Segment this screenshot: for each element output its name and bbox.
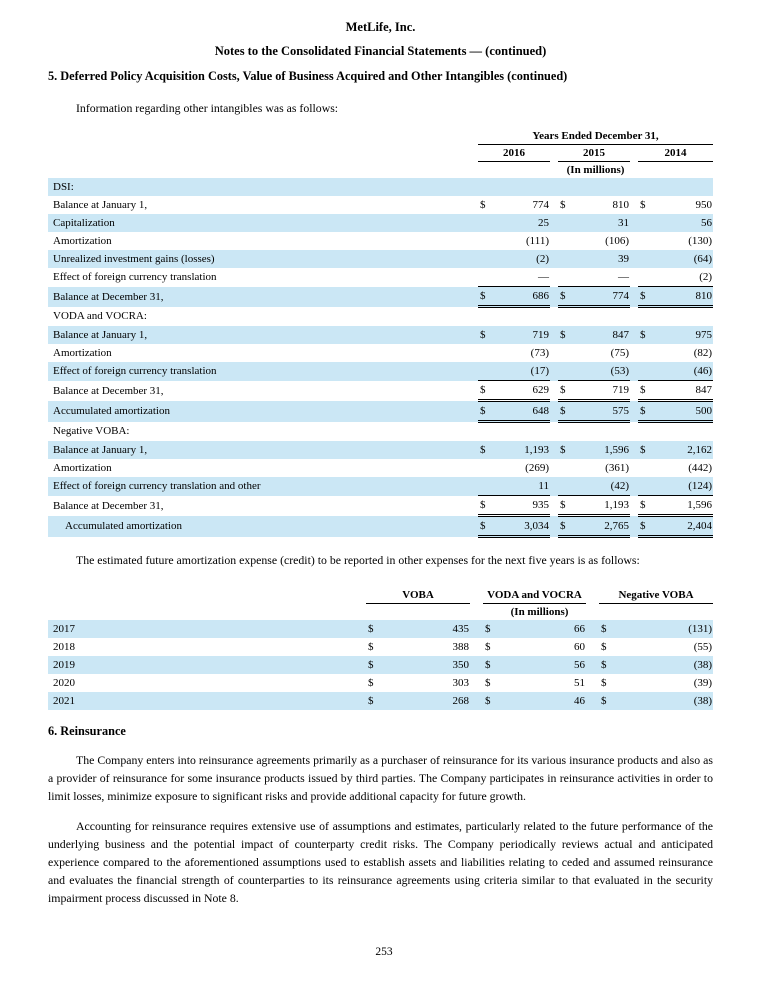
currency-symbol: $ bbox=[558, 516, 576, 537]
cell-value: 686 bbox=[496, 287, 550, 307]
currency-symbol bbox=[558, 268, 576, 287]
currency-symbol: $ bbox=[640, 199, 646, 211]
currency-symbol bbox=[558, 250, 576, 268]
cell-value: (42) bbox=[576, 477, 630, 496]
row-label: Effect of foreign currency translation bbox=[48, 362, 478, 381]
table2-units-row bbox=[48, 604, 713, 621]
table1-units-row bbox=[48, 162, 713, 179]
row-label: 2019 bbox=[48, 656, 366, 674]
column-gap bbox=[550, 401, 558, 422]
currency-symbol: $ bbox=[558, 496, 576, 516]
currency-symbol bbox=[638, 250, 656, 268]
cell-value: 719 bbox=[496, 326, 550, 344]
currency-symbol: $ bbox=[483, 620, 501, 638]
currency-symbol bbox=[558, 459, 576, 477]
currency-symbol: $ bbox=[478, 401, 496, 422]
currency-symbol bbox=[558, 477, 576, 496]
column-gap bbox=[630, 516, 638, 537]
cell-value: 46 bbox=[501, 692, 586, 710]
currency-symbol: $ bbox=[478, 441, 496, 459]
table-row bbox=[48, 344, 713, 362]
currency-symbol: $ bbox=[483, 656, 501, 674]
cell-value: — bbox=[538, 271, 549, 283]
currency-symbol bbox=[478, 214, 496, 232]
row-label: Balance at January 1, bbox=[53, 199, 148, 211]
currency-symbol: $ bbox=[599, 620, 617, 638]
currency-symbol: $ bbox=[558, 287, 576, 307]
currency-symbol bbox=[638, 344, 656, 362]
table2-column-header-row bbox=[48, 587, 713, 604]
table-row bbox=[48, 459, 713, 477]
currency-symbol bbox=[478, 422, 496, 442]
currency-symbol bbox=[558, 232, 576, 250]
company-title: MetLife, Inc. bbox=[345, 20, 416, 34]
cell-value bbox=[576, 307, 630, 327]
cell-value: 810 bbox=[656, 287, 713, 307]
cell-value: 31 bbox=[576, 214, 630, 232]
voda-vocra-column-header: VODA and VOCRA bbox=[483, 587, 586, 604]
cell-value: 3,034 bbox=[496, 516, 550, 537]
row-label: Amortization bbox=[53, 462, 112, 474]
currency-symbol bbox=[638, 214, 656, 232]
currency-symbol bbox=[638, 422, 656, 442]
row-label: Balance at January 1, bbox=[48, 326, 478, 344]
column-gap bbox=[586, 692, 599, 710]
currency-symbol: $ bbox=[478, 516, 496, 537]
cell-value: 11 bbox=[496, 477, 550, 496]
column-gap bbox=[470, 674, 483, 692]
column-gap bbox=[470, 587, 483, 604]
table-row bbox=[48, 401, 713, 422]
currency-symbol bbox=[478, 477, 496, 496]
cell-value: 648 bbox=[496, 401, 550, 422]
column-gap bbox=[470, 692, 483, 710]
column-gap bbox=[550, 496, 558, 516]
cell-value bbox=[496, 178, 550, 196]
page-number: 253 bbox=[375, 946, 393, 958]
cell-value: 39 bbox=[576, 250, 630, 268]
table2-header bbox=[48, 587, 713, 620]
column-gap bbox=[550, 422, 558, 442]
cell-value: (38) bbox=[617, 656, 713, 674]
cell-value: (269) bbox=[525, 462, 549, 474]
cell-value: (46) bbox=[656, 362, 713, 381]
row-label: VODA and VOCRA: bbox=[53, 310, 147, 323]
column-gap bbox=[630, 344, 638, 362]
column-gap bbox=[586, 656, 599, 674]
row-label: Amortization bbox=[53, 235, 112, 247]
currency-symbol: $ bbox=[483, 692, 501, 710]
cell-value: (64) bbox=[656, 250, 713, 268]
currency-symbol bbox=[478, 250, 496, 268]
row-label: Balance at January 1, bbox=[48, 441, 478, 459]
currency-symbol bbox=[478, 344, 496, 362]
cell-value: 975 bbox=[656, 326, 713, 344]
column-gap bbox=[550, 145, 558, 162]
column-gap bbox=[630, 268, 638, 287]
column-gap bbox=[470, 656, 483, 674]
table-row bbox=[48, 362, 713, 381]
currency-symbol: $ bbox=[366, 620, 384, 638]
column-gap bbox=[550, 381, 558, 401]
reinsurance-paragraph-1: The Company enters into reinsurance agreements primarily as a purchaser of reinsurance for its various insurance products and also as a provider of reinsurance for some insurance products issued by third parties. The Company participates in reinsurance activities in order to limit losses, minimize exposure to significant risks and provide additional capacity for future growth. bbox=[48, 753, 713, 803]
currency-symbol: $ bbox=[599, 692, 617, 710]
empty-cell bbox=[48, 587, 366, 604]
column-gap bbox=[586, 620, 599, 638]
section-5-heading: 5. Deferred Policy Acquisition Costs, Value of Business Acquired and Other Intangibles (continued) bbox=[48, 69, 568, 83]
table-row bbox=[48, 250, 713, 268]
column-gap bbox=[630, 422, 638, 442]
column-gap bbox=[630, 178, 638, 196]
units-label: (In millions) bbox=[510, 606, 569, 618]
currency-symbol bbox=[478, 232, 496, 250]
column-gap bbox=[550, 516, 558, 537]
row-label: 2020 bbox=[53, 677, 75, 689]
table1-year-row bbox=[48, 145, 713, 162]
cell-value: (75) bbox=[610, 347, 629, 359]
row-label: 2021 bbox=[48, 692, 366, 710]
table-row bbox=[48, 381, 713, 401]
cell-value: 66 bbox=[501, 620, 586, 638]
currency-symbol bbox=[558, 178, 576, 196]
column-gap bbox=[550, 326, 558, 344]
table-row bbox=[48, 178, 713, 196]
row-label: Negative VOBA: bbox=[53, 425, 130, 438]
column-gap bbox=[630, 307, 638, 327]
row-label: Accumulated amortization bbox=[48, 401, 478, 422]
column-gap bbox=[550, 344, 558, 362]
empty-cell bbox=[48, 604, 366, 621]
cell-value: (73) bbox=[530, 347, 549, 359]
currency-symbol bbox=[638, 362, 656, 381]
cell-value: 1,596 bbox=[576, 441, 630, 459]
table-row bbox=[48, 422, 713, 442]
row-label: Balance at December 31, bbox=[48, 287, 478, 307]
table1-header bbox=[48, 128, 713, 178]
currency-symbol bbox=[558, 362, 576, 381]
currency-symbol: $ bbox=[558, 401, 576, 422]
column-gap bbox=[630, 145, 638, 162]
currency-symbol: $ bbox=[638, 516, 656, 537]
cell-value: 1,193 bbox=[576, 496, 630, 516]
cell-value: (131) bbox=[617, 620, 713, 638]
column-gap bbox=[550, 477, 558, 496]
cell-value: 388 bbox=[452, 641, 469, 653]
cell-value: 774 bbox=[532, 199, 549, 211]
currency-symbol: $ bbox=[558, 381, 576, 401]
column-gap bbox=[630, 250, 638, 268]
currency-symbol: $ bbox=[478, 287, 496, 307]
column-gap bbox=[630, 287, 638, 307]
currency-symbol: $ bbox=[601, 641, 607, 653]
column-gap bbox=[550, 459, 558, 477]
cell-value: (17) bbox=[496, 362, 550, 381]
row-label: Effect of foreign currency translation bbox=[53, 271, 217, 284]
currency-symbol: $ bbox=[368, 641, 374, 653]
table-row bbox=[48, 196, 713, 214]
cell-value: (442) bbox=[688, 462, 713, 474]
voba-column-header: VOBA bbox=[366, 587, 470, 604]
currency-symbol bbox=[638, 232, 656, 250]
table2-body bbox=[48, 620, 713, 710]
row-label: Effect of foreign currency translation and other bbox=[48, 477, 478, 496]
column-gap bbox=[630, 441, 638, 459]
column-gap bbox=[550, 178, 558, 196]
cell-value: 303 bbox=[452, 677, 469, 689]
row-label: 2017 bbox=[48, 620, 366, 638]
currency-symbol bbox=[638, 178, 656, 196]
table1-span-header-row bbox=[48, 128, 713, 145]
column-gap bbox=[630, 196, 638, 214]
currency-symbol: $ bbox=[638, 326, 656, 344]
currency-symbol: $ bbox=[368, 677, 374, 689]
column-gap bbox=[550, 214, 558, 232]
column-gap bbox=[630, 477, 638, 496]
currency-symbol: $ bbox=[560, 199, 566, 211]
cell-value: (111) bbox=[525, 235, 549, 247]
cell-value bbox=[496, 307, 550, 327]
table-row bbox=[48, 656, 713, 674]
currency-symbol bbox=[478, 268, 496, 287]
column-gap bbox=[630, 326, 638, 344]
currency-symbol: $ bbox=[638, 441, 656, 459]
cell-value: 810 bbox=[612, 199, 629, 211]
cell-value: (38) bbox=[617, 692, 713, 710]
other-intangibles-table bbox=[48, 128, 713, 538]
currency-symbol bbox=[558, 422, 576, 442]
cell-value: 774 bbox=[576, 287, 630, 307]
cell-value: 2,162 bbox=[656, 441, 713, 459]
cell-value bbox=[496, 422, 550, 442]
table-row bbox=[48, 638, 713, 656]
cell-value: 350 bbox=[384, 656, 470, 674]
currency-symbol: $ bbox=[485, 677, 491, 689]
table-row bbox=[48, 674, 713, 692]
cell-value: 2,765 bbox=[576, 516, 630, 537]
row-label: Unrealized investment gains (losses) bbox=[48, 250, 478, 268]
cell-value: (361) bbox=[605, 462, 629, 474]
cell-value bbox=[576, 422, 630, 442]
row-label: 2018 bbox=[53, 641, 75, 653]
table2-intro-text: The estimated future amortization expense (credit) to be reported in other expenses for the next five years is as follows: bbox=[76, 553, 640, 567]
currency-symbol bbox=[478, 307, 496, 327]
reinsurance-paragraph-2: Accounting for reinsurance requires extensive use of assumptions and estimates, particularly related to the future performance of the underlying business and the potential impact of counterparty credit risks. The Company periodically reviews actual and anticipated experience compared to the aforementioned assumptions used to establish assets and liabilities relating to ceded and assumed reinsurance and evaluates the financial strength of counterparties to its reinsurance agreements using criteria similar to that evaluated in the security impairment process discussed in Note 8. bbox=[48, 819, 713, 905]
column-gap bbox=[550, 268, 558, 287]
cell-value bbox=[656, 178, 713, 196]
cell-value: (2) bbox=[699, 271, 713, 283]
cell-value: 56 bbox=[501, 656, 586, 674]
table-row bbox=[48, 692, 713, 710]
cell-value: (124) bbox=[656, 477, 713, 496]
table-row bbox=[48, 620, 713, 638]
column-gap bbox=[550, 362, 558, 381]
cell-value: 435 bbox=[384, 620, 470, 638]
document-subtitle: Notes to the Consolidated Financial Statements — (continued) bbox=[214, 44, 547, 58]
cell-value: 60 bbox=[574, 641, 585, 653]
future-amortization-table bbox=[48, 587, 713, 710]
column-gap bbox=[630, 362, 638, 381]
cell-value: 2,404 bbox=[656, 516, 713, 537]
cell-value: — bbox=[618, 271, 629, 283]
row-label: DSI: bbox=[48, 178, 478, 196]
currency-symbol bbox=[478, 459, 496, 477]
table-row bbox=[48, 214, 713, 232]
table-row bbox=[48, 516, 713, 537]
column-gap bbox=[470, 620, 483, 638]
cell-value bbox=[656, 422, 713, 442]
cell-value: 1,193 bbox=[496, 441, 550, 459]
currency-symbol: $ bbox=[480, 199, 486, 211]
currency-symbol bbox=[478, 178, 496, 196]
cell-value bbox=[576, 178, 630, 196]
currency-symbol bbox=[638, 477, 656, 496]
cell-value: 500 bbox=[656, 401, 713, 422]
currency-symbol: $ bbox=[478, 496, 496, 516]
cell-value: 847 bbox=[656, 381, 713, 401]
currency-symbol bbox=[558, 344, 576, 362]
cell-value: 51 bbox=[574, 677, 585, 689]
column-gap bbox=[586, 587, 599, 604]
column-gap bbox=[550, 250, 558, 268]
section-6-heading: 6. Reinsurance bbox=[48, 724, 126, 738]
currency-symbol bbox=[638, 268, 656, 287]
cell-value: 25 bbox=[496, 214, 550, 232]
currency-symbol: $ bbox=[366, 692, 384, 710]
row-label: Balance at December 31, bbox=[53, 499, 164, 512]
column-gap bbox=[550, 307, 558, 327]
cell-value: (39) bbox=[693, 677, 713, 689]
empty-cell bbox=[48, 128, 478, 145]
table-row bbox=[48, 307, 713, 327]
year-column-header: 2014 bbox=[638, 145, 713, 162]
column-gap bbox=[586, 674, 599, 692]
cell-value: (106) bbox=[605, 235, 629, 247]
column-gap bbox=[550, 232, 558, 250]
cell-value: (55) bbox=[693, 641, 713, 653]
cell-value: 935 bbox=[496, 496, 550, 516]
currency-symbol bbox=[638, 307, 656, 327]
table1-body bbox=[48, 178, 713, 537]
cell-value: 847 bbox=[576, 326, 630, 344]
table-row bbox=[48, 441, 713, 459]
currency-symbol: $ bbox=[638, 287, 656, 307]
column-gap bbox=[630, 232, 638, 250]
currency-symbol bbox=[558, 214, 576, 232]
year-column-header: 2015 bbox=[558, 145, 630, 162]
currency-symbol bbox=[558, 307, 576, 327]
table-row bbox=[48, 477, 713, 496]
currency-symbol: $ bbox=[599, 656, 617, 674]
table-row bbox=[48, 268, 713, 287]
currency-symbol: $ bbox=[366, 656, 384, 674]
cell-value: 268 bbox=[384, 692, 470, 710]
column-gap bbox=[630, 214, 638, 232]
cell-value: (53) bbox=[576, 362, 630, 381]
column-gap bbox=[630, 496, 638, 516]
row-label: Accumulated amortization bbox=[48, 516, 478, 537]
column-gap bbox=[630, 381, 638, 401]
column-gap bbox=[630, 459, 638, 477]
cell-value: (82) bbox=[693, 347, 713, 359]
negative-voba-column-header: Negative VOBA bbox=[599, 587, 713, 604]
currency-symbol: $ bbox=[638, 496, 656, 516]
cell-value: 950 bbox=[695, 199, 713, 211]
cell-value: 1,596 bbox=[656, 496, 713, 516]
table-row bbox=[48, 496, 713, 516]
column-gap bbox=[470, 638, 483, 656]
year-column-header: 2016 bbox=[478, 145, 550, 162]
cell-value bbox=[656, 307, 713, 327]
currency-symbol: $ bbox=[558, 441, 576, 459]
currency-symbol: $ bbox=[638, 401, 656, 422]
column-gap bbox=[586, 638, 599, 656]
cell-value: (2) bbox=[496, 250, 550, 268]
years-ended-header: Years Ended December 31, bbox=[478, 128, 713, 145]
column-gap bbox=[550, 287, 558, 307]
empty-cell bbox=[48, 145, 478, 162]
empty-cell bbox=[48, 162, 478, 179]
currency-symbol: $ bbox=[485, 641, 491, 653]
row-label: Capitalization bbox=[48, 214, 478, 232]
currency-symbol: $ bbox=[478, 326, 496, 344]
currency-symbol: $ bbox=[558, 326, 576, 344]
cell-value: 56 bbox=[656, 214, 713, 232]
table-row bbox=[48, 287, 713, 307]
cell-value: 629 bbox=[496, 381, 550, 401]
cell-value: 575 bbox=[576, 401, 630, 422]
cell-value: 719 bbox=[576, 381, 630, 401]
units-label: (In millions) bbox=[566, 164, 625, 176]
column-gap bbox=[550, 441, 558, 459]
table1-intro-text: Information regarding other intangibles was as follows: bbox=[76, 101, 339, 115]
currency-symbol bbox=[478, 362, 496, 381]
row-label: Amortization bbox=[53, 347, 112, 359]
currency-symbol: $ bbox=[638, 381, 656, 401]
column-gap bbox=[630, 401, 638, 422]
row-label: Balance at December 31, bbox=[53, 384, 164, 397]
column-gap bbox=[550, 196, 558, 214]
currency-symbol bbox=[638, 459, 656, 477]
currency-symbol: $ bbox=[601, 677, 607, 689]
table-row bbox=[48, 326, 713, 344]
table-row bbox=[48, 232, 713, 250]
cell-value: (130) bbox=[688, 235, 713, 247]
currency-symbol: $ bbox=[478, 381, 496, 401]
